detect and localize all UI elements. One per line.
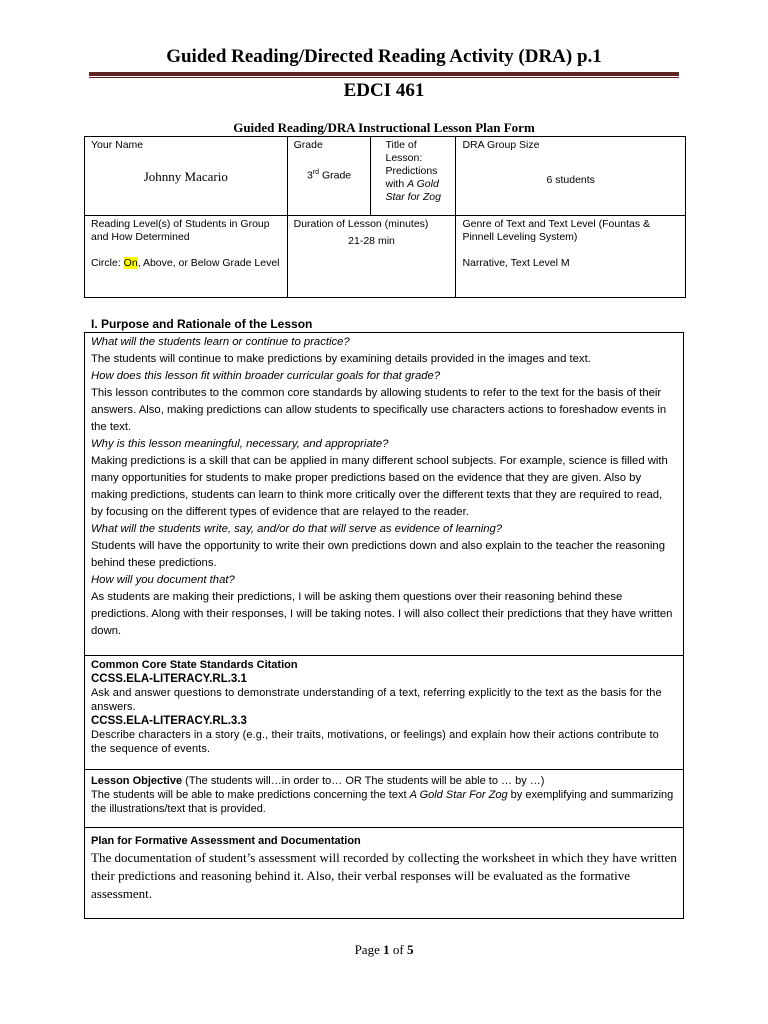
assessment-heading: Plan for Formative Assessment and Documentation <box>91 835 361 847</box>
reading-level-cell <box>85 216 288 298</box>
header-rule-thin <box>89 77 679 78</box>
duration-label: Duration of Lesson (minutes) <box>293 218 429 230</box>
form-title: Guided Reading/DRA Instructional Lesson Plan Form <box>233 120 535 135</box>
footer-of-word: of <box>389 942 407 957</box>
document-title: Guided Reading/Directed Reading Activity (DRA) p.1 <box>166 46 602 67</box>
grade-label: Grade <box>293 139 323 151</box>
lesson-title-prefix: Predictions with <box>385 165 438 190</box>
lesson-title-book: A Gold Star for Zog <box>385 178 441 203</box>
standard-code-1: CCSS.ELA-LITERACY.RL.3.1 <box>91 673 247 685</box>
objective-hint: (The students will…in order to… OR The students will be able to … by …) <box>182 775 545 787</box>
group-size-label: DRA Group Size <box>462 139 540 151</box>
group-size-value: 6 students <box>546 174 595 186</box>
grade-suffix: rd <box>312 169 320 176</box>
question-5: How will you document that? <box>91 574 235 586</box>
genre-label: Genre of Text and Text Level (Fountas & Pinnell Leveling System) <box>462 218 650 243</box>
lesson-info-table <box>84 136 686 298</box>
objective-text-suffix: by exemplifying and summarizing the illustrations/text that is provided. <box>91 789 674 815</box>
standard-code-2: CCSS.ELA-LITERACY.RL.3.3 <box>91 715 247 727</box>
header-rule-thick <box>89 72 679 76</box>
question-1: What will the students learn or continue to practice? <box>91 336 350 348</box>
answer-1: The students will continue to make predictions by examining details provided in the images and text. <box>91 353 591 365</box>
assessment-box <box>84 827 684 919</box>
question-4: What will the students write, say, and/or do that will serve as evidence of learning? <box>91 523 503 535</box>
purpose-box <box>84 332 684 656</box>
objective-box <box>84 769 684 828</box>
genre-value: Narrative, Text Level M <box>462 257 570 269</box>
section-heading-purpose: I. Purpose and Rationale of the Lesson <box>91 317 313 331</box>
footer-page-total: 5 <box>406 942 414 957</box>
objective-heading-line <box>91 774 677 788</box>
duration-cell <box>287 216 456 298</box>
objective-text <box>91 788 677 816</box>
grade-cell <box>287 137 371 216</box>
standards-box <box>84 655 684 770</box>
question-2: How does this lesson fit within broader curricular goals for that grade? <box>91 370 441 382</box>
group-size-cell <box>456 137 686 216</box>
objective-text-prefix: The students will be able to make predictions concerning the text <box>91 789 410 801</box>
circle-line <box>91 257 281 270</box>
info-row-1 <box>85 137 686 216</box>
circle-highlight: On <box>123 257 138 269</box>
footer-page-num: 1 <box>383 942 390 957</box>
lesson-title-cell <box>371 137 456 216</box>
answer-5: As students are making their predictions, I will be asking them questions over their reasoning behind these predictions. Along with their responses, I will be taking notes. I will also collect their predictions that they have written down. <box>91 591 673 637</box>
question-3: Why is this lesson meaningful, necessary, and appropriate? <box>91 438 389 450</box>
name-label: Your Name <box>91 139 144 151</box>
grade-value <box>294 166 365 183</box>
lesson-title-value <box>385 165 449 204</box>
objective-text-book: A Gold Star For Zog <box>409 789 508 801</box>
answer-4: Students will have the opportunity to write their own predictions down and also explain to the teacher the reasoning behind these predictions. <box>91 540 665 569</box>
grade-word: Grade <box>319 169 352 182</box>
circle-suffix: , Above, or Below Grade Level <box>137 257 280 269</box>
answer-2: This lesson contributes to the common core standards by allowing students to refer to the text for the basis of their answers. Also, making predictions can allow students to specifically use characters actions to foreshadow events in the text. <box>91 387 667 433</box>
info-row-2 <box>85 216 686 298</box>
objective-heading: Lesson Objective <box>91 775 183 787</box>
course-code: EDCI 461 <box>343 80 425 101</box>
standards-heading: Common Core State Standards Citation <box>91 659 298 671</box>
assessment-text: The documentation of student’s assessment will recorded by collecting the worksheet in which they have written their predictions and reasoning behind it. Also, their verbal responses will be evaluated as the formative assessment. <box>91 850 677 901</box>
name-value: Johnny Macario <box>143 169 228 184</box>
reading-level-label: Reading Level(s) of Students in Group and How Determined <box>91 218 270 243</box>
standard-text-1: Ask and answer questions to demonstrate understanding of a text, referring explicitly to the text as the basis for the answers. <box>91 687 662 713</box>
answer-3: Making predictions is a skill that can be applied in many different school subjects. For example, science is filled with many opportunities for students to make proper predictions based on the evidence that they are given. Also by making predictions, students can learn to think more critically over the different texts that they are required to read, by focusing on the different types of evidence that are relayed to the reader. <box>91 455 668 518</box>
circle-prefix: Circle: <box>91 257 124 269</box>
grade-number: 3 <box>306 169 313 182</box>
standard-text-2: Describe characters in a story (e.g., their traits, motivations, or feelings) and explain how their actions contribute to the sequence of events. <box>91 729 659 755</box>
page-footer <box>0 942 768 958</box>
footer-page-word: Page <box>354 942 384 957</box>
genre-cell <box>456 216 686 298</box>
name-cell <box>85 137 288 216</box>
lesson-title-label: Title of Lesson: <box>385 139 423 164</box>
duration-value: 21-28 min <box>348 235 395 247</box>
